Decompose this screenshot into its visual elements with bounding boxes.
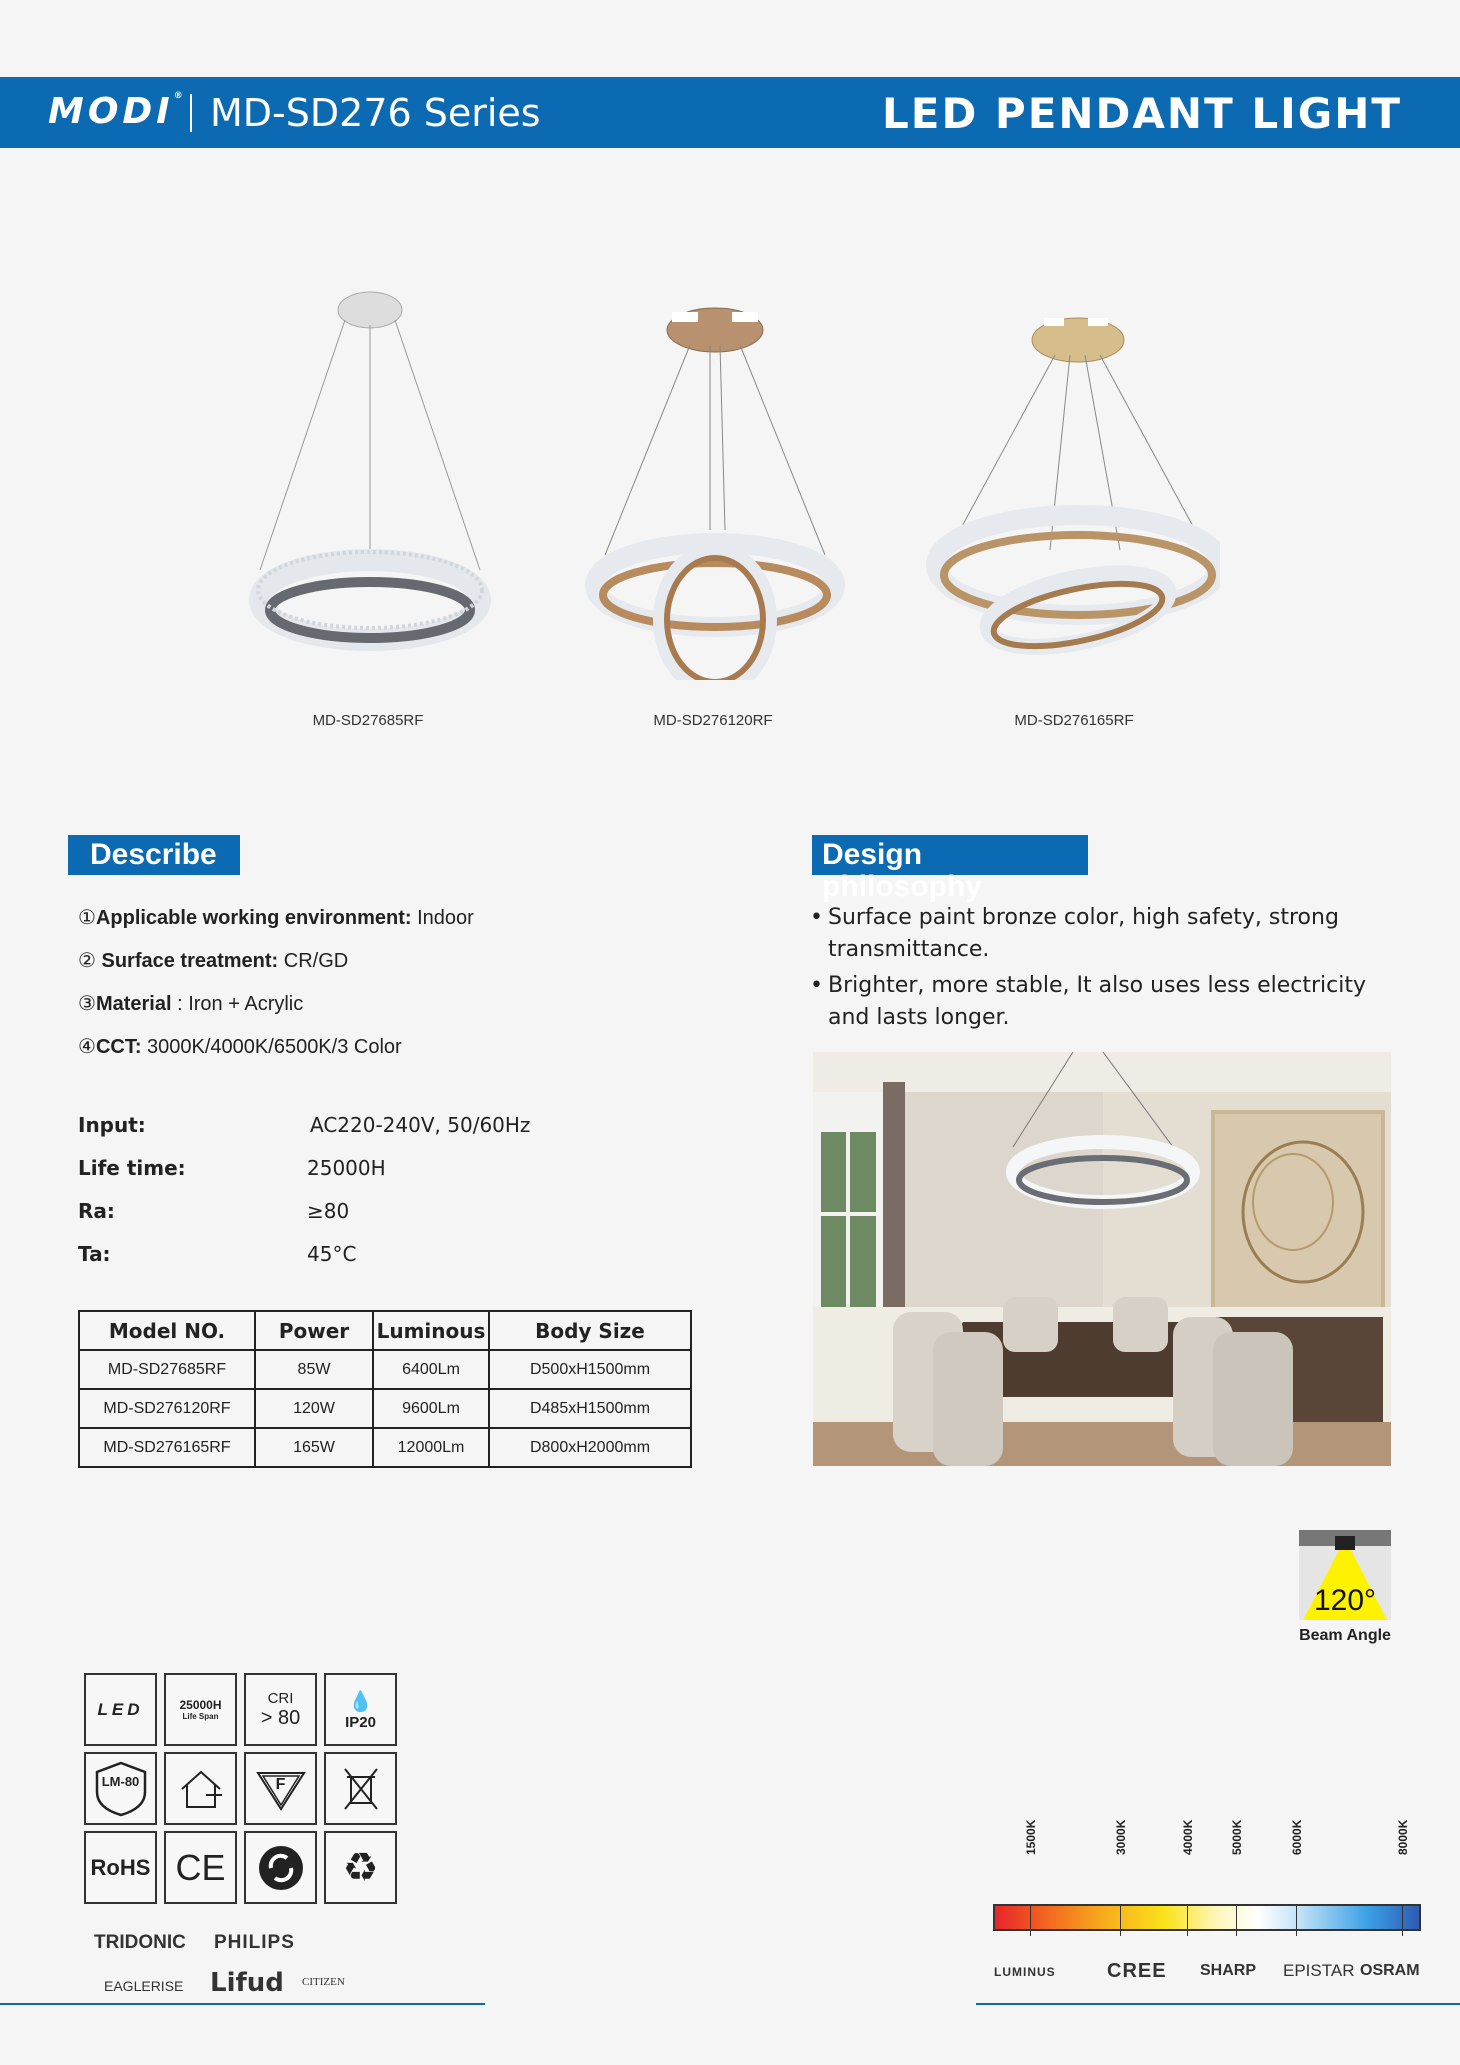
cct-label-6000k: 6000K bbox=[1290, 1819, 1304, 1855]
table-cell: MD-SD276120RF bbox=[79, 1389, 255, 1428]
philosophy-bullet-1: • Surface paint bronze color, high safety, strong transmittance. bbox=[810, 905, 1339, 962]
header-bar bbox=[0, 77, 1460, 148]
table-cell: D800xH2000mm bbox=[489, 1428, 691, 1467]
product-caption-3: MD-SD276165RF bbox=[1014, 712, 1134, 729]
model-table bbox=[78, 1310, 692, 1468]
describe-line-4: ④CCT: 3000K/4000K/6500K/3 Color bbox=[78, 1036, 402, 1058]
dining-room-photo bbox=[813, 1052, 1391, 1466]
table-row bbox=[79, 1350, 691, 1389]
describe-line-2: ② Surface treatment: CR/GD bbox=[78, 950, 349, 972]
brand-lifud: Lifud bbox=[210, 1968, 284, 1998]
brand-tridonic: TRIDONIC bbox=[94, 1932, 186, 1953]
cct-tick bbox=[1296, 1904, 1297, 1936]
table-header: Model NO. bbox=[79, 1311, 255, 1350]
describe-title: Describe bbox=[68, 835, 240, 875]
cct-tick bbox=[1236, 1904, 1237, 1936]
table-header: Luminous bbox=[373, 1311, 489, 1350]
table-cell: 9600Lm bbox=[373, 1389, 489, 1428]
header-divider bbox=[190, 94, 192, 132]
describe-line-3: ③Material : Iron + Acrylic bbox=[78, 993, 304, 1015]
table-cell: 85W bbox=[255, 1350, 373, 1389]
spec-label-input: Input: bbox=[78, 1113, 146, 1137]
cct-label-5000k: 5000K bbox=[1230, 1819, 1244, 1855]
philosophy-title: Design philosophy bbox=[812, 835, 1088, 875]
product-caption-1: MD-SD27685RF bbox=[312, 712, 424, 729]
spec-label-lifetime: Life time: bbox=[78, 1156, 186, 1180]
table-header-row bbox=[79, 1311, 691, 1350]
table-cell: D500xH1500mm bbox=[489, 1350, 691, 1389]
brand-logo: MODI® bbox=[48, 91, 187, 132]
spec-value-ra: ≥80 bbox=[307, 1199, 350, 1223]
green-dot-icon bbox=[244, 1831, 317, 1904]
describe-line-1: ①Applicable working environment: Indoor bbox=[78, 907, 474, 929]
table-row bbox=[79, 1389, 691, 1428]
table-cell: 12000Lm bbox=[373, 1428, 489, 1467]
table-header: Body Size bbox=[489, 1311, 691, 1350]
product-type: LED PENDANT LIGHT bbox=[881, 89, 1402, 138]
cct-label-8000k: 8000K bbox=[1396, 1819, 1410, 1855]
footer-line-left bbox=[0, 2003, 485, 2005]
lifespan-icon: 25000H Life Span bbox=[164, 1673, 237, 1746]
table-cell: MD-SD27685RF bbox=[79, 1350, 255, 1389]
cct-label-4000k: 4000K bbox=[1181, 1819, 1195, 1855]
brand-eaglerise: EAGLERISE bbox=[104, 1978, 184, 1994]
table-cell: 165W bbox=[255, 1428, 373, 1467]
spec-value-ta: 45°C bbox=[307, 1242, 357, 1266]
cct-tick bbox=[1187, 1904, 1188, 1936]
lamp-image-1 bbox=[240, 285, 500, 665]
series-title: MD-SD276 Series bbox=[210, 91, 541, 135]
spec-value-input: AC220-240V, 50/60Hz bbox=[310, 1113, 531, 1137]
table-cell: D485xH1500mm bbox=[489, 1389, 691, 1428]
cri-icon: CRI > 80 bbox=[244, 1673, 317, 1746]
footer-line-right bbox=[976, 2003, 1460, 2005]
ip20-icon: 💧 IP20 bbox=[324, 1673, 397, 1746]
cct-tick bbox=[1120, 1904, 1121, 1936]
spec-label-ra: Ra: bbox=[78, 1199, 115, 1223]
indoor-use-icon bbox=[164, 1752, 237, 1825]
philosophy-bullet-2: • Brighter, more stable, It also uses less electricity and lasts longer. bbox=[810, 973, 1366, 1030]
rohs-icon: RoHS bbox=[84, 1831, 157, 1904]
brand-epistar: EPISTAR bbox=[1283, 1961, 1355, 1980]
brand-philips: PHILIPS bbox=[214, 1932, 295, 1953]
spec-label-ta: Ta: bbox=[78, 1242, 111, 1266]
lamp-image-2 bbox=[580, 300, 850, 680]
brand-osram: OSRAM bbox=[1360, 1962, 1420, 1979]
cct-label-1500k: 1500K bbox=[1024, 1819, 1038, 1855]
recycle-icon: ♻ bbox=[324, 1831, 397, 1904]
table-cell: 6400Lm bbox=[373, 1350, 489, 1389]
cct-label-3000k: 3000K bbox=[1114, 1819, 1128, 1855]
cct-tick bbox=[1030, 1904, 1031, 1936]
cct-tick bbox=[1402, 1904, 1403, 1936]
table-cell: MD-SD276165RF bbox=[79, 1428, 255, 1467]
beam-angle-value: 120° bbox=[1313, 1584, 1377, 1617]
brand-luminus: LUMINUS bbox=[994, 1965, 1056, 1979]
lamp-image-3 bbox=[920, 300, 1220, 690]
spec-value-lifetime: 25000H bbox=[307, 1156, 386, 1180]
led-icon: LED bbox=[84, 1673, 157, 1746]
weee-bin-icon bbox=[324, 1752, 397, 1825]
table-cell: 120W bbox=[255, 1389, 373, 1428]
brand-cree: CREE bbox=[1107, 1960, 1167, 1982]
brand-citizen: CITIZEN bbox=[302, 1976, 345, 1988]
table-header: Power bbox=[255, 1311, 373, 1350]
product-caption-2: MD-SD276120RF bbox=[653, 712, 773, 729]
lm80-icon: LM-80 bbox=[84, 1752, 157, 1825]
brand-sharp: SHARP bbox=[1200, 1962, 1257, 1979]
cct-color-bar bbox=[993, 1904, 1421, 1931]
ce-icon: CE bbox=[164, 1831, 237, 1904]
f-mark-icon: F bbox=[244, 1752, 317, 1825]
beam-angle-label: Beam Angle bbox=[1299, 1627, 1391, 1644]
table-row bbox=[79, 1428, 691, 1467]
